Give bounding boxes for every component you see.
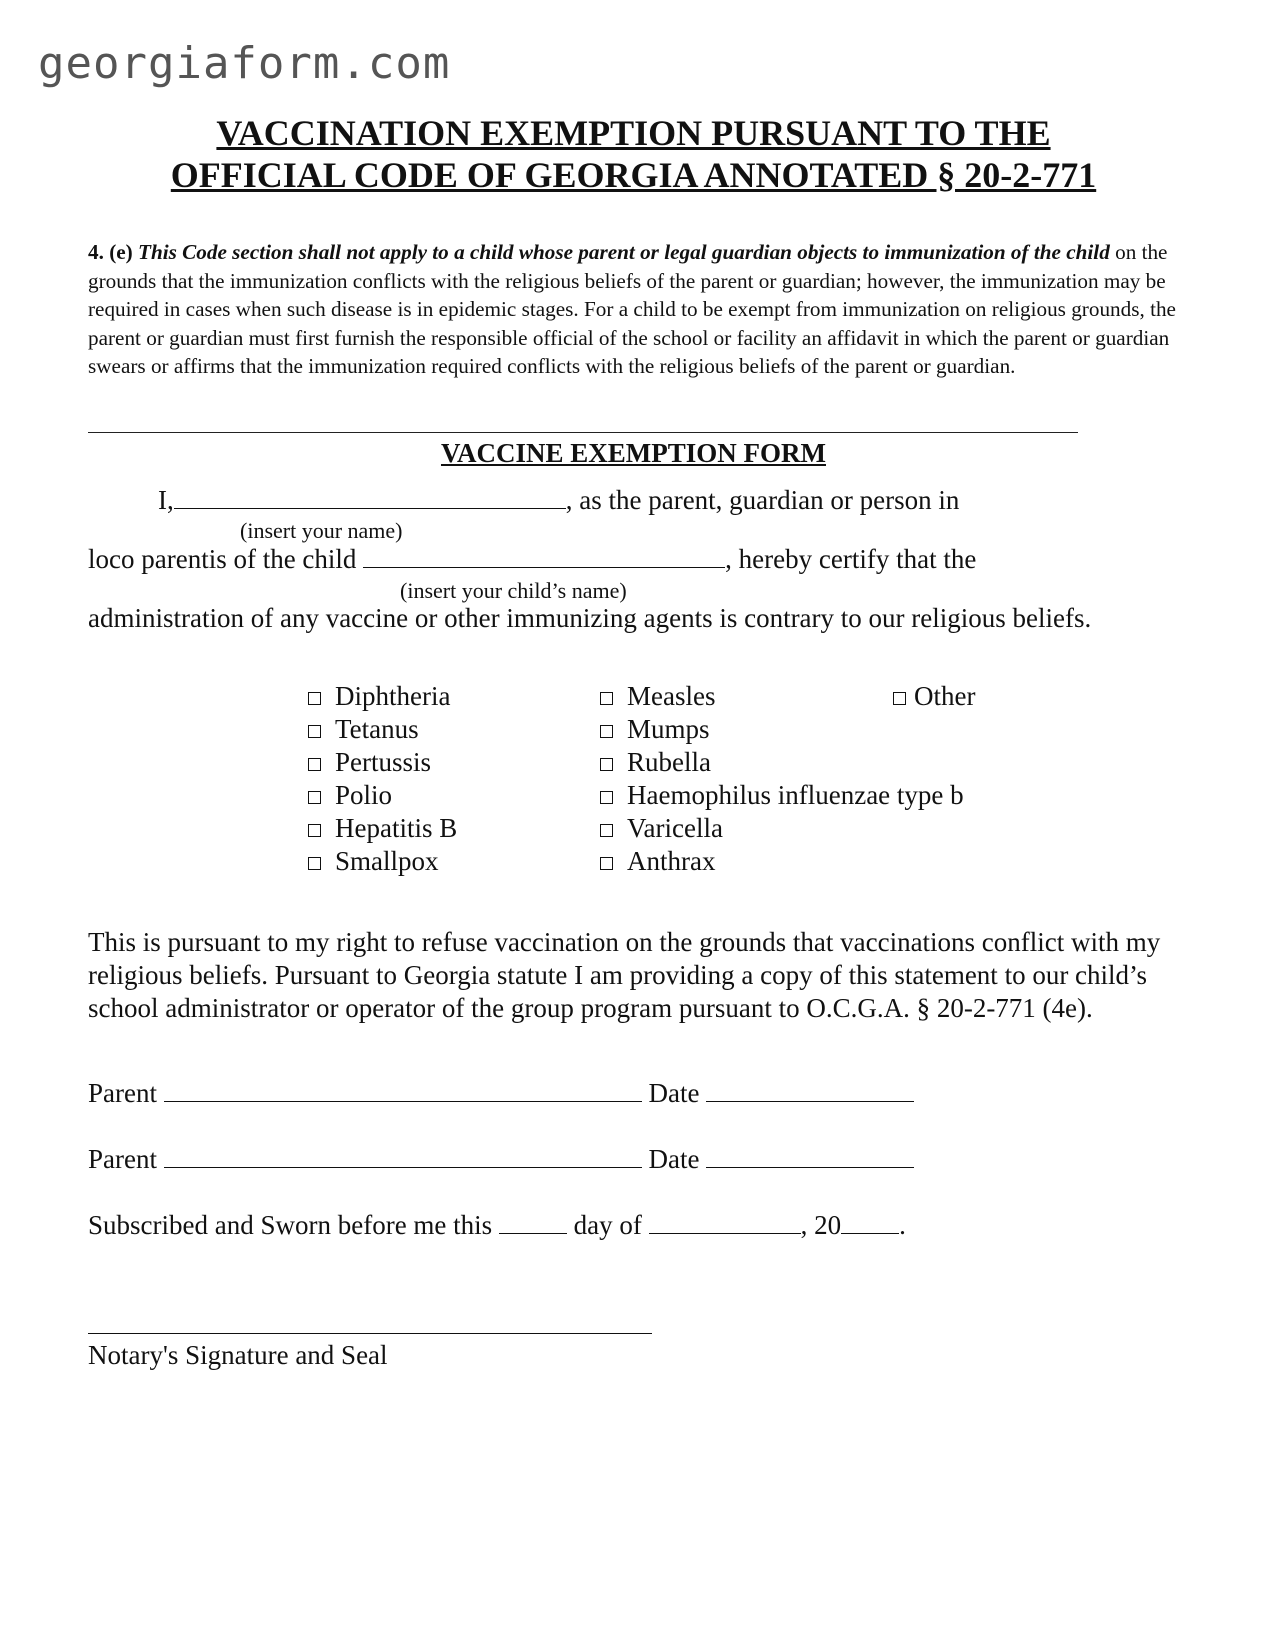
checkbox[interactable] (308, 791, 321, 804)
vaccine-column-1 (308, 680, 457, 878)
vaccine-column-3 (893, 680, 975, 713)
checkbox[interactable] (308, 692, 321, 705)
checkbox[interactable] (600, 692, 613, 705)
vaccine-option[interactable] (308, 746, 457, 779)
checkbox[interactable] (308, 758, 321, 771)
vaccine-option[interactable] (600, 779, 964, 812)
certify-line-3: administration of any vaccine or other immunizing agents is contrary to our religious beliefs. (88, 603, 1092, 633)
checkbox[interactable] (893, 692, 906, 705)
vaccine-label: Hepatitis B (335, 813, 458, 843)
notary-signature-field[interactable] (88, 1333, 652, 1334)
parent-name-field[interactable] (174, 486, 566, 509)
child-prefix: loco parentis of the child (88, 544, 357, 574)
vaccine-label: Varicella (627, 813, 723, 843)
vaccine-option[interactable] (308, 680, 457, 713)
certify-line-2 (88, 544, 976, 575)
statute-emphasis: This Code section shall not apply to a child whose parent or legal guardian objects to immunization of the child (138, 240, 1110, 264)
parent-signature-field[interactable] (164, 1145, 642, 1168)
page-title-line1: VACCINATION EXEMPTION PURSUANT TO THE (216, 113, 1051, 153)
child-suffix: , hereby certify that the (725, 544, 977, 574)
sworn-day-field[interactable] (499, 1211, 567, 1234)
statute-body: on the grounds that the immunization conflicts with the religious beliefs of the parent or guardian; however, the immunization may be required in cases when such disease is in epidemic stages. For a child to be exempt from immunization on religious grounds, the parent or guardian must first furnish the responsible official of the school or facility an affidavit in which the parent or guardian swears or affirms that the immunization required conflicts with the religious beliefs of the parent or guardian. (88, 240, 1176, 379)
notary-label: Notary's Signature and Seal (88, 1340, 388, 1370)
parent-signature-row-2 (88, 1144, 914, 1175)
certify-prefix: I, (158, 485, 174, 515)
vaccine-label: Polio (335, 780, 393, 810)
statute-section: 4. (e) (88, 240, 133, 264)
vaccine-option[interactable] (600, 812, 964, 845)
vaccine-label: Diphtheria (335, 681, 451, 711)
parent-label: Parent (88, 1144, 157, 1174)
vaccine-label: Rubella (627, 747, 711, 777)
hint-child-name: (insert your child’s name) (400, 578, 627, 603)
hint-your-name: (insert your name) (240, 518, 403, 543)
vaccine-label: Measles (627, 681, 716, 711)
vaccine-option[interactable] (308, 812, 457, 845)
vaccine-option[interactable] (308, 779, 457, 812)
checkbox[interactable] (308, 725, 321, 738)
sworn-month-field[interactable] (649, 1211, 801, 1234)
sworn-year: , 20 (800, 1210, 842, 1240)
statute-excerpt (88, 238, 1178, 381)
checkbox[interactable] (600, 725, 613, 738)
notary-sworn-line (88, 1210, 906, 1241)
sworn-prefix: Subscribed and Sworn before me this (88, 1210, 493, 1240)
checkbox[interactable] (600, 857, 613, 870)
site-watermark: georgiaform.com (38, 38, 451, 89)
checkbox[interactable] (600, 824, 613, 837)
form-title: VACCINE EXEMPTION FORM (440, 438, 826, 468)
checkbox[interactable] (600, 791, 613, 804)
vaccine-label: Haemophilus influenzae type b (627, 780, 964, 810)
sworn-mid: day of (573, 1210, 642, 1240)
vaccine-label: Pertussis (335, 747, 432, 777)
religious-statement: This is pursuant to my right to refuse vaccination on the grounds that vaccinations conflict with my religious beliefs. Pursuant to Georgia statute I am providing a copy of this statement to our child’s school administrator or operator of the group program pursuant to O.C.G.A. § 20-2-771 (4e). (88, 927, 1161, 1023)
sworn-year-field[interactable] (841, 1211, 899, 1234)
sworn-end: . (899, 1210, 906, 1240)
vaccine-option[interactable] (308, 845, 457, 878)
parent-label: Parent (88, 1078, 157, 1108)
vaccine-label: Tetanus (335, 714, 419, 744)
date-label: Date (648, 1078, 700, 1108)
certify-line-1 (158, 485, 959, 516)
checkbox[interactable] (600, 758, 613, 771)
vaccine-label: Smallpox (335, 846, 439, 876)
vaccine-label: Anthrax (627, 846, 716, 876)
vaccine-option[interactable] (308, 713, 457, 746)
checkbox[interactable] (308, 857, 321, 870)
vaccine-label: Other (914, 681, 976, 711)
date-field[interactable] (706, 1079, 914, 1102)
parent-signature-field[interactable] (164, 1079, 642, 1102)
child-name-field[interactable] (363, 545, 725, 568)
date-label: Date (648, 1144, 700, 1174)
parent-signature-row-1 (88, 1078, 914, 1109)
vaccine-option-other[interactable] (893, 680, 975, 713)
certify-suffix: , as the parent, guardian or person in (565, 485, 960, 515)
vaccine-label: Mumps (627, 714, 710, 744)
date-field[interactable] (706, 1145, 914, 1168)
page-title-line2: OFFICIAL CODE OF GEORGIA ANNOTATED § 20-2-771 (170, 155, 1097, 195)
vaccine-option[interactable] (600, 713, 964, 746)
section-divider (88, 432, 1078, 433)
vaccine-option[interactable] (600, 746, 964, 779)
checkbox[interactable] (308, 824, 321, 837)
vaccine-option[interactable] (600, 845, 964, 878)
